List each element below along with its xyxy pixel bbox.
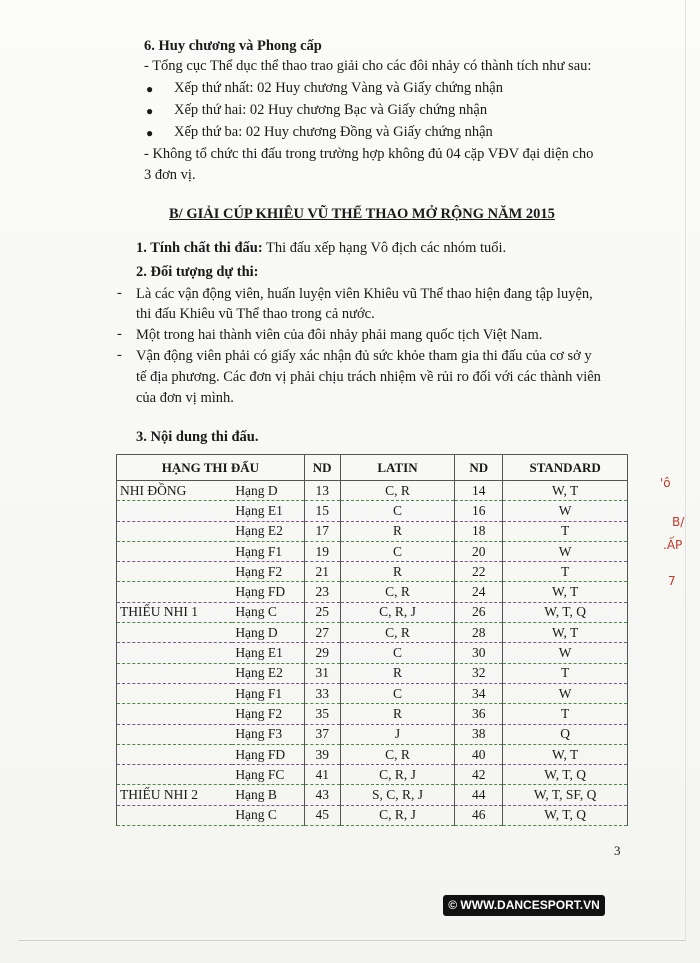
age-group-cell [117, 683, 233, 703]
standard-dances-cell: W, T, Q [503, 805, 628, 825]
page-edge [18, 940, 686, 941]
latin-nd-cell: 17 [304, 521, 340, 541]
age-group-cell [117, 541, 233, 561]
latin-dances-cell: R [340, 521, 455, 541]
award-item: Xếp thứ hai: 02 Huy chương Bạc và Giấy chứng nhận [174, 102, 488, 118]
age-group-cell [117, 724, 233, 744]
latin-dances-cell: C, R, J [340, 602, 455, 622]
age-group-cell [117, 805, 233, 825]
standard-dances-cell: W [503, 683, 628, 703]
class-level-cell: Hạng F1 [232, 683, 304, 703]
nature-paragraph [136, 239, 506, 257]
latin-dances-cell: C [340, 683, 455, 703]
table-row [117, 683, 628, 703]
section6-note: 3 đơn vị. [144, 167, 196, 183]
latin-nd-cell: 27 [304, 623, 340, 643]
latin-dances-cell: C, R [340, 582, 455, 602]
table-row [117, 724, 628, 744]
class-level-cell: Hạng E2 [232, 521, 304, 541]
latin-dances-cell: C, R [340, 744, 455, 764]
latin-dances-cell: R [340, 562, 455, 582]
table-row [117, 521, 628, 541]
age-group-cell [117, 582, 233, 602]
competition-table [116, 454, 628, 826]
table-row [117, 785, 628, 805]
section6-heading: 6. Huy chương và Phong cấp [144, 38, 322, 54]
class-level-cell: Hạng E2 [232, 663, 304, 683]
standard-dances-cell: W, T [503, 744, 628, 764]
margin-stamp-mark: 7 [668, 574, 676, 588]
standard-nd-cell: 14 [455, 481, 503, 501]
table-row [117, 623, 628, 643]
class-level-cell: Hạng D [232, 481, 304, 501]
age-group-cell: THIẾU NHI 2 [117, 785, 233, 805]
standard-nd-cell: 32 [455, 663, 503, 683]
age-group-cell [117, 663, 233, 683]
latin-dances-cell: C [340, 541, 455, 561]
latin-nd-cell: 35 [304, 704, 340, 724]
latin-nd-cell: 31 [304, 663, 340, 683]
latin-nd-cell: 37 [304, 724, 340, 744]
watermark-badge: © WWW.DANCESPORT.VN [443, 895, 605, 916]
latin-dances-cell: C, R, J [340, 765, 455, 785]
standard-nd-cell: 44 [455, 785, 503, 805]
standard-dances-cell: T [503, 663, 628, 683]
bullet-icon: ● [146, 82, 154, 96]
latin-dances-cell: C, R, J [340, 805, 455, 825]
nature-label: 1. Tính chất thi đấu: [136, 240, 263, 256]
standard-nd-cell: 46 [455, 805, 503, 825]
table-row [117, 704, 628, 724]
standard-dances-cell: T [503, 562, 628, 582]
age-group-cell [117, 704, 233, 724]
standard-nd-cell: 18 [455, 521, 503, 541]
latin-dances-cell: C, R [340, 623, 455, 643]
standard-nd-cell: 22 [455, 562, 503, 582]
latin-nd-cell: 33 [304, 683, 340, 703]
standard-nd-cell: 28 [455, 623, 503, 643]
standard-dances-cell: W [503, 501, 628, 521]
content-heading: 3. Nội dung thi đấu. [136, 429, 259, 445]
header-standard: STANDARD [503, 455, 628, 481]
standard-nd-cell: 40 [455, 744, 503, 764]
participant-item: thi đấu Khiêu vũ Thể thao trong cả nước. [136, 306, 375, 322]
age-group-cell [117, 744, 233, 764]
class-level-cell: Hạng C [232, 805, 304, 825]
bullet-icon: ● [146, 104, 154, 118]
latin-nd-cell: 25 [304, 602, 340, 622]
standard-dances-cell: W, T [503, 481, 628, 501]
class-level-cell: Hạng F2 [232, 562, 304, 582]
standard-dances-cell: W, T [503, 582, 628, 602]
standard-nd-cell: 36 [455, 704, 503, 724]
class-level-cell: Hạng E1 [232, 643, 304, 663]
standard-dances-cell: W, T, Q [503, 602, 628, 622]
table-row [117, 481, 628, 501]
standard-dances-cell: W, T, SF, Q [503, 785, 628, 805]
table-header-row [117, 455, 628, 481]
table-row [117, 663, 628, 683]
latin-dances-cell: C, R [340, 481, 455, 501]
page-number: 3 [614, 843, 621, 858]
latin-dances-cell: J [340, 724, 455, 744]
class-level-cell: Hạng F3 [232, 724, 304, 744]
class-level-cell: Hạng B [232, 785, 304, 805]
latin-nd-cell: 29 [304, 643, 340, 663]
latin-nd-cell: 13 [304, 481, 340, 501]
age-group-cell [117, 765, 233, 785]
standard-dances-cell: W, T, Q [503, 765, 628, 785]
margin-stamp-mark: .ẤP [663, 538, 683, 552]
age-group-cell: THIẾU NHI 1 [117, 602, 233, 622]
margin-stamp-mark: B/ [672, 515, 685, 529]
section-b-title: B/ GIẢI CÚP KHIÊU VŨ THỂ THAO MỞ RỘNG NĂM 2015 [169, 206, 555, 222]
age-group-cell [117, 562, 233, 582]
award-item: Xếp thứ nhất: 02 Huy chương Vàng và Giấy chứng nhận [174, 80, 503, 96]
class-level-cell: Hạng E1 [232, 501, 304, 521]
standard-nd-cell: 16 [455, 501, 503, 521]
age-group-cell [117, 521, 233, 541]
participant-item: Là các vận động viên, huấn luyện viên Khiêu vũ Thể thao hiện đang tập luyện, [136, 286, 593, 302]
class-level-cell: Hạng F1 [232, 541, 304, 561]
latin-dances-cell: R [340, 663, 455, 683]
table-row [117, 501, 628, 521]
table-row [117, 744, 628, 764]
class-level-cell: Hạng C [232, 602, 304, 622]
standard-nd-cell: 38 [455, 724, 503, 744]
standard-nd-cell: 34 [455, 683, 503, 703]
latin-nd-cell: 45 [304, 805, 340, 825]
standard-dances-cell: W [503, 643, 628, 663]
standard-dances-cell: Q [503, 724, 628, 744]
participants-heading: 2. Đối tượng dự thi: [136, 264, 259, 280]
standard-dances-cell: T [503, 521, 628, 541]
standard-nd-cell: 30 [455, 643, 503, 663]
class-level-cell: Hạng D [232, 623, 304, 643]
latin-nd-cell: 23 [304, 582, 340, 602]
standard-nd-cell: 26 [455, 602, 503, 622]
header-latin: LATIN [340, 455, 455, 481]
dash-marker: - [117, 347, 122, 363]
class-level-cell: Hạng F2 [232, 704, 304, 724]
award-item: Xếp thứ ba: 02 Huy chương Đồng và Giấy chứng nhận [174, 124, 493, 140]
latin-dances-cell: C [340, 643, 455, 663]
class-level-cell: Hạng FC [232, 765, 304, 785]
table-row [117, 602, 628, 622]
participant-item: Vận động viên phải có giấy xác nhận đủ sức khỏe tham gia thi đấu của cơ sở y [136, 348, 592, 364]
standard-nd-cell: 42 [455, 765, 503, 785]
margin-stamp-mark: 'ô [660, 476, 671, 490]
standard-nd-cell: 20 [455, 541, 503, 561]
participant-item: của đơn vị mình. [136, 390, 234, 406]
standard-dances-cell: W, T [503, 623, 628, 643]
section6-intro: - Tổng cục Thể dục thể thao trao giải cho các đôi nhảy có thành tích như sau: [144, 58, 592, 74]
table-row [117, 541, 628, 561]
table-row [117, 643, 628, 663]
latin-dances-cell: S, C, R, J [340, 785, 455, 805]
dash-marker: - [117, 326, 122, 342]
table-row [117, 562, 628, 582]
table-row [117, 765, 628, 785]
nature-text: Thi đấu xếp hạng Vô địch các nhóm tuổi. [262, 240, 507, 256]
age-group-cell: NHI ĐỒNG [117, 481, 233, 501]
standard-nd-cell: 24 [455, 582, 503, 602]
class-level-cell: Hạng FD [232, 744, 304, 764]
header-class: HẠNG THI ĐẤU [117, 455, 305, 481]
latin-nd-cell: 41 [304, 765, 340, 785]
latin-dances-cell: C [340, 501, 455, 521]
table-row [117, 805, 628, 825]
age-group-cell [117, 623, 233, 643]
age-group-cell [117, 643, 233, 663]
class-level-cell: Hạng FD [232, 582, 304, 602]
standard-dances-cell: W [503, 541, 628, 561]
latin-nd-cell: 39 [304, 744, 340, 764]
latin-dances-cell: R [340, 704, 455, 724]
participant-item: Một trong hai thành viên của đôi nhảy phải mang quốc tịch Việt Nam. [136, 327, 543, 343]
header-nd: ND [304, 455, 340, 481]
header-nd: ND [455, 455, 503, 481]
page-edge [685, 0, 686, 940]
latin-nd-cell: 19 [304, 541, 340, 561]
standard-dances-cell: T [503, 704, 628, 724]
section6-note: - Không tổ chức thi đấu trong trường hợp không đủ 04 cặp VĐV đại diện cho [144, 146, 594, 162]
latin-nd-cell: 43 [304, 785, 340, 805]
age-group-cell [117, 501, 233, 521]
dash-marker: - [117, 285, 122, 301]
table-row [117, 582, 628, 602]
latin-nd-cell: 15 [304, 501, 340, 521]
participant-item: tế địa phương. Các đơn vị phải chịu trách nhiệm về rủi ro đối với các thành viên [136, 369, 601, 385]
bullet-icon: ● [146, 126, 154, 140]
latin-nd-cell: 21 [304, 562, 340, 582]
